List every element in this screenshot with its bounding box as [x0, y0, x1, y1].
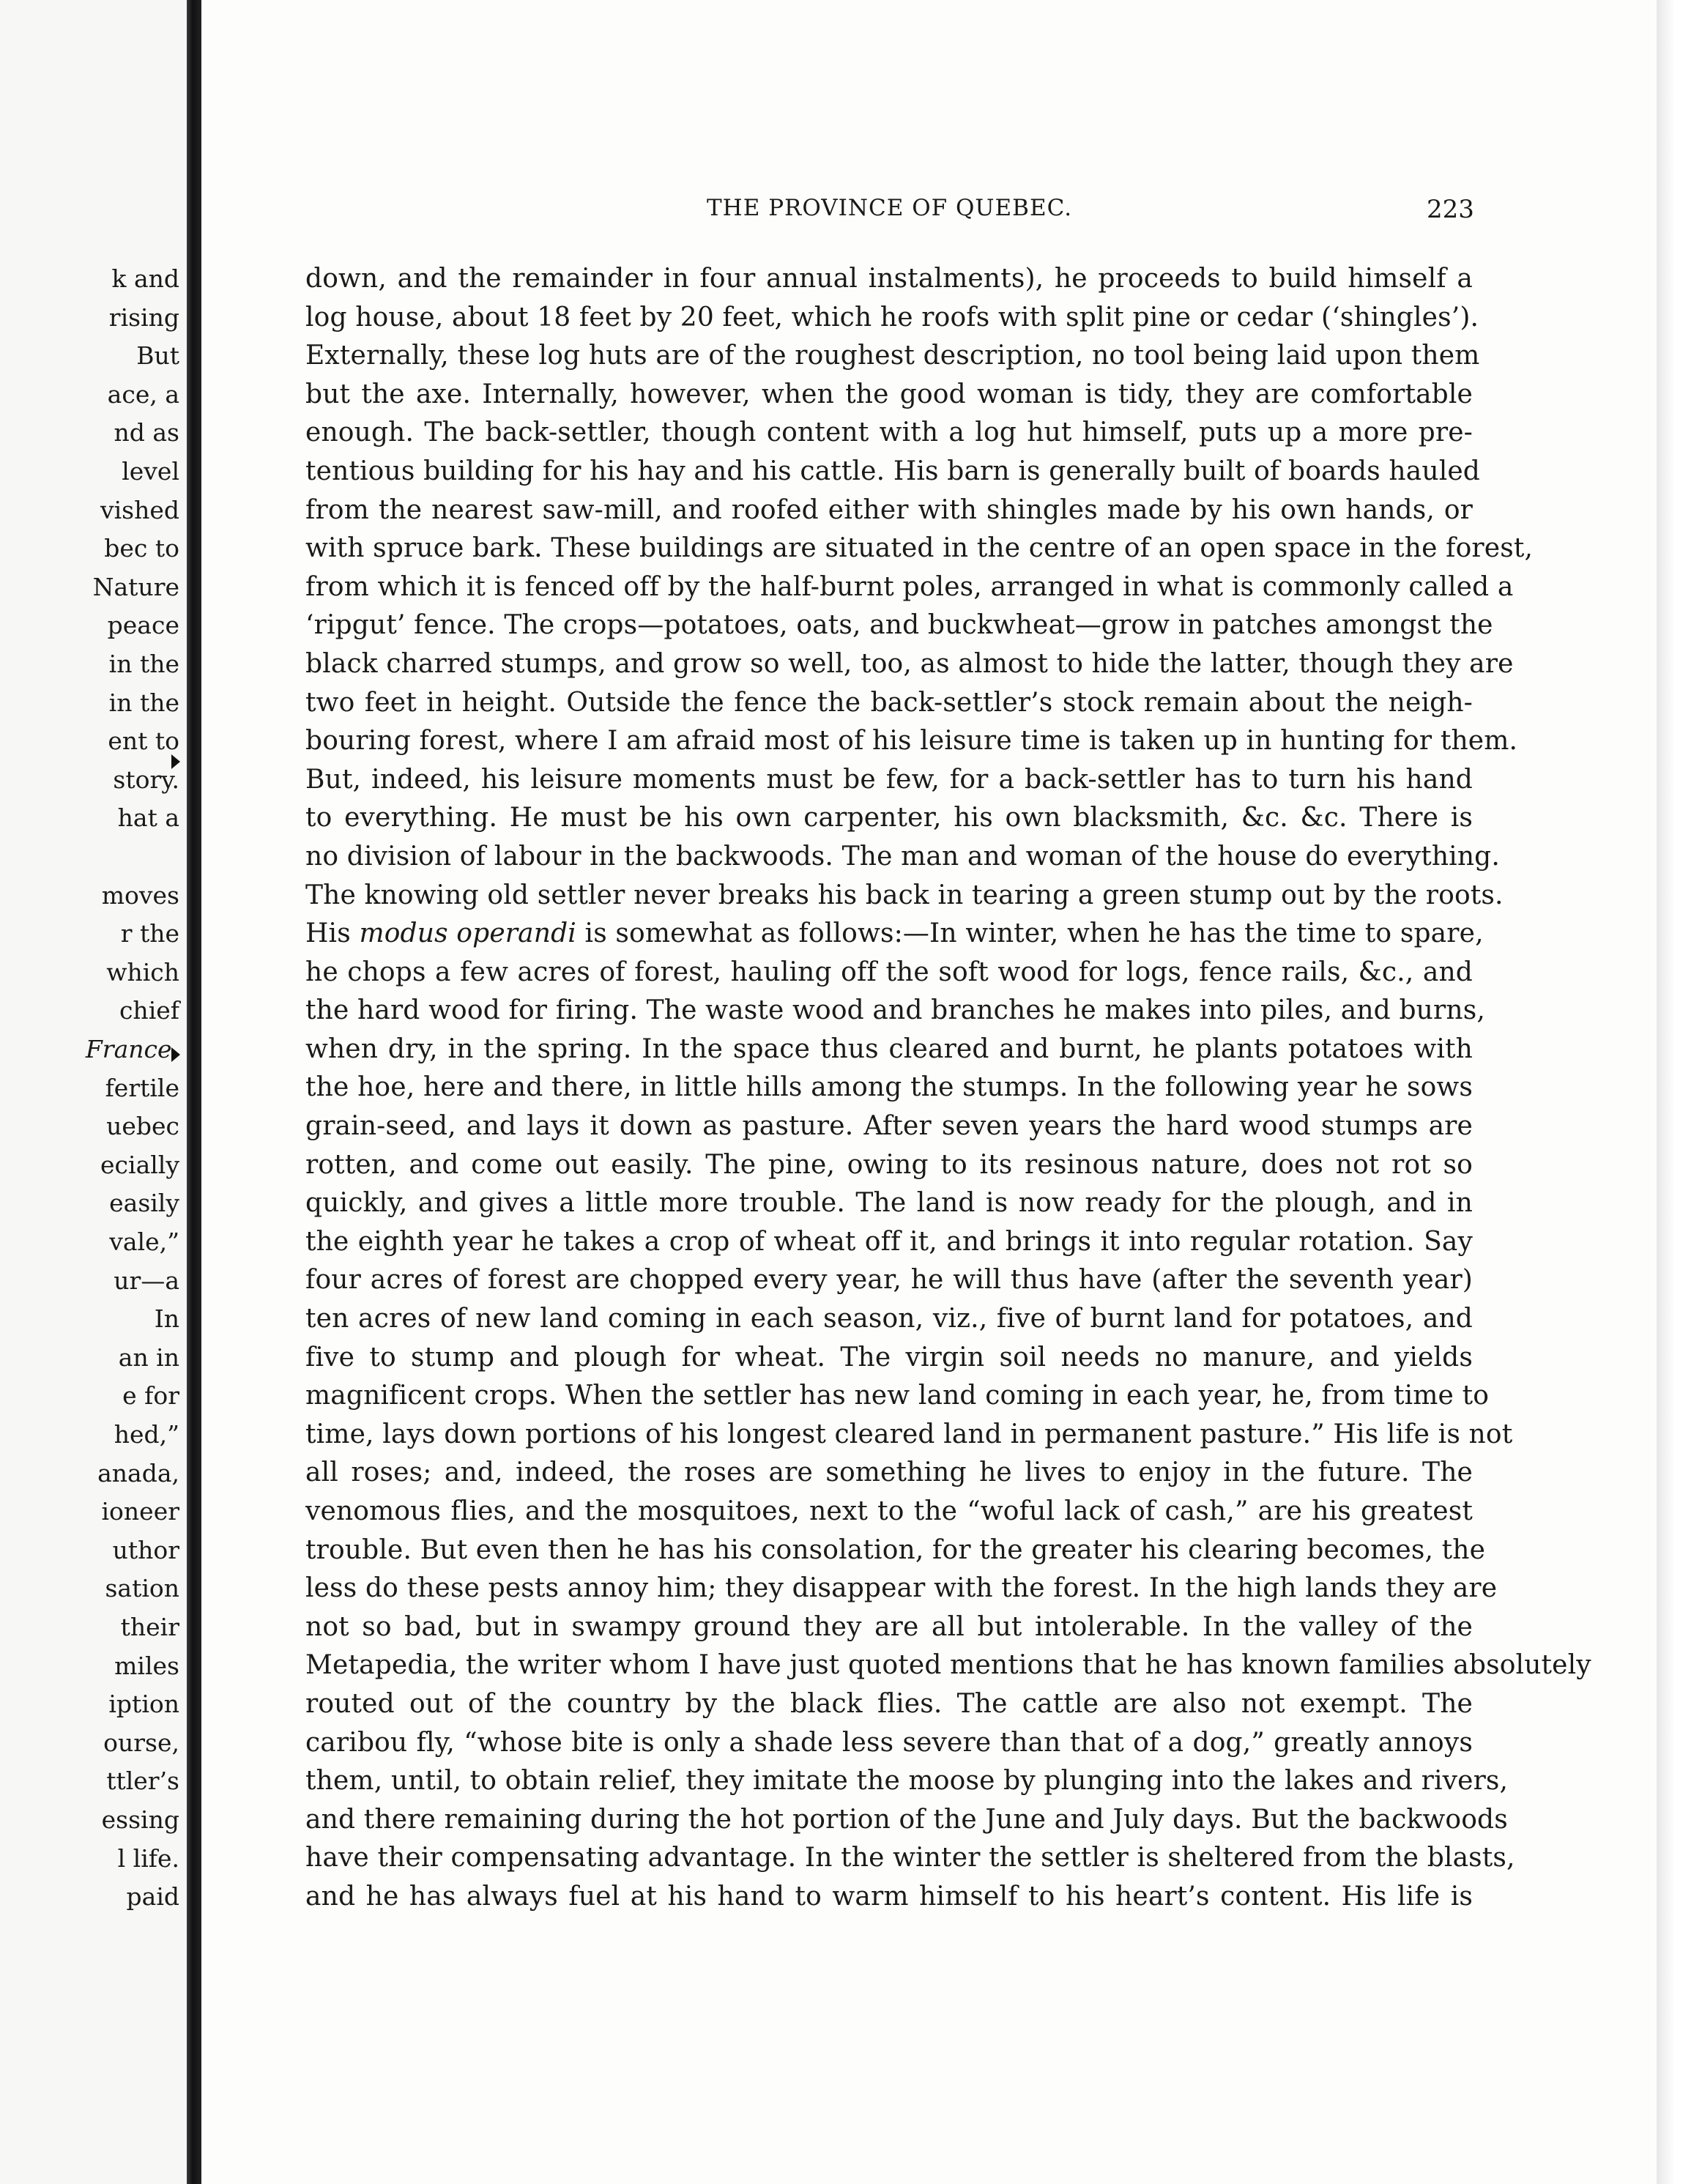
facing-page-line: k and: [111, 264, 179, 293]
text-line: The knowing old settler never breaks his back in tearing a green stump out by the roots.: [305, 880, 1504, 910]
text-line: the eighth year he takes a crop of wheat off it, and brings it into regular rotation. Say: [305, 1226, 1473, 1257]
facing-page-line: peace: [107, 611, 179, 640]
page-number: 223: [1427, 195, 1474, 224]
text-line: the hard wood for firing. The waste wood and branches he makes into piles, and burns,: [305, 995, 1485, 1026]
facing-page-line: rising: [108, 302, 179, 332]
text-line: rotten, and come out easily. The pine, owing to its resinous nature, does not rot so: [305, 1149, 1473, 1180]
facing-page-line: vale,”: [109, 1227, 179, 1256]
facing-page-line: hed,”: [114, 1420, 179, 1449]
facing-page-line: their: [120, 1613, 179, 1641]
text-line: from which it is fenced off by the half-burnt poles, arranged in what is commonly called a: [305, 571, 1514, 602]
facing-page-line: Nature: [92, 572, 179, 601]
text-line: quickly, and gives a little more trouble. The land is now ready for the plough, and in: [305, 1188, 1473, 1219]
facing-page-line: essing: [101, 1805, 179, 1834]
text-line: two feet in height. Outside the fence the back-settler’s stock remain about the neigh-: [305, 687, 1473, 718]
book-gutter: [187, 0, 201, 2184]
facing-page-line: ioneer: [101, 1497, 179, 1526]
text-line: down, and the remainder in four annual instalments), he proceeds to build himself a: [305, 264, 1473, 294]
text-line: when dry, in the spring. In the space thus cleared and burnt, he plants potatoes with: [305, 1033, 1473, 1064]
text-line: but the axe. Internally, however, when the good woman is tidy, they are comfortable: [305, 379, 1473, 409]
text-line: have their compensating advantage. In the winter the settler is sheltered from the blasts,: [305, 1843, 1515, 1873]
facing-page-line: story.: [113, 765, 179, 794]
text-line: Externally, these log huts are of the roughest description, no tool being laid upon them: [305, 341, 1480, 371]
facing-page-line: ace, a: [107, 379, 179, 409]
text-line: less do these pests annoy him; they disappear with the forest. In the high lands they are: [305, 1573, 1498, 1604]
facing-page-line: In: [154, 1304, 179, 1334]
facing-page-line: level: [122, 457, 179, 486]
text-line: five to stump and plough for wheat. The virgin soil needs no manure, and yields: [305, 1342, 1473, 1373]
facing-page-fragment: [0, 0, 187, 2184]
facing-page-line: in the: [108, 688, 179, 717]
facing-page-line: ent to: [108, 727, 179, 756]
facing-page-line: l life.: [117, 1843, 179, 1873]
text-line: grain-seed, and lays it down as pasture. After seven years the hard wood stumps are: [305, 1111, 1473, 1142]
facing-page-line: uthor: [112, 1535, 179, 1564]
facing-page-line: hat a: [117, 803, 179, 833]
facing-page-line: ecially: [100, 1150, 179, 1179]
facing-page-line: uebec: [106, 1112, 179, 1141]
running-head: THE PROVINCE OF QUEBEC.: [707, 195, 1073, 221]
text-line: with spruce bark. These buildings are situated in the centre of an open space in the forest,: [305, 533, 1534, 564]
text-line: caribou fly, “whose bite is only a shade less severe than that of a dog,” greatly annoys: [305, 1727, 1473, 1758]
facing-page-line: which: [106, 957, 179, 987]
facing-page-line: iption: [108, 1690, 179, 1719]
text-line: time, lays down portions of his longest cleared land in permanent pasture.” His life is not: [305, 1419, 1513, 1449]
text-line: ‘ripgut’ fence. The crops—potatoes, oats, and buckwheat—grow in patches amongst the: [305, 610, 1493, 641]
text-line: ten acres of new land coming in each season, viz., five of burnt land for potatoes, and: [305, 1304, 1473, 1334]
facing-page-line: moves: [101, 880, 179, 910]
facing-page-line: But: [136, 341, 179, 371]
facing-page-line: an in: [118, 1342, 179, 1372]
text-line: from the nearest saw-mill, and roofed either with shingles made by his own hands, or: [305, 494, 1473, 525]
text-line: magnificent crops. When the settler has new land coming in each year, he, from time to: [305, 1381, 1490, 1411]
text-line: tentious building for his hay and his cattle. His barn is generally built of boards hauled: [305, 456, 1481, 486]
text-line: four acres of forest are chopped every year, he will thus have (after the seventh year): [305, 1265, 1473, 1296]
facing-page-line: fertile: [105, 1073, 179, 1102]
text-line: them, until, to obtain relief, they imitate the moose by plunging into the lakes and rivers,: [305, 1766, 1509, 1797]
text-line: the hoe, here and there, in little hills among the stumps. In the following year he sows: [305, 1072, 1473, 1103]
text-line: not so bad, but in swampy ground they are all but intolerable. In the valley of the: [305, 1611, 1473, 1642]
facing-page-line: r the: [120, 919, 179, 948]
text-line: enough. The back-settler, though content with a log hut himself, puts up a more pre-: [305, 417, 1473, 448]
body-text: [305, 260, 1591, 1917]
text-line: bouring forest, where I am afraid most of his leisure time is taken up in hunting for them.: [305, 726, 1518, 757]
gutter-mark: [171, 1047, 180, 1062]
facing-page-line: ttler’s: [106, 1767, 179, 1796]
facing-page-line: miles: [114, 1651, 179, 1680]
text-line: log house, about 18 feet by 20 feet, which he roofs with split pine or cedar (‘shingles’).: [305, 302, 1479, 333]
text-line: and there remaining during the hot portion of the June and July days. But the backwoods: [305, 1804, 1508, 1835]
facing-page-line: anada,: [97, 1458, 179, 1487]
page-edge: [1657, 0, 1702, 2184]
facing-page-line: paid: [126, 1882, 179, 1912]
facing-page-line: chief: [119, 996, 179, 1025]
facing-page-line: nd as: [114, 418, 179, 447]
facing-page-line: France.: [85, 1035, 179, 1063]
text-line: His modus operandi is somewhat as follows:—In winter, when he has the time to spare,: [305, 918, 1484, 949]
text-line: Metapedia, the writer whom I have just quoted mentions that he has known families absolutely: [305, 1650, 1591, 1681]
text-line: to everything. He must be his own carpenter, his own blacksmith, &c. &c. There is: [305, 803, 1473, 833]
text-line: black charred stumps, and grow so well, too, as almost to hide the latter, though they are: [305, 648, 1514, 679]
text-line: venomous flies, and the mosquitoes, next to the “woful lack of cash,” are his greatest: [305, 1496, 1473, 1526]
text-line: trouble. But even then he has his consolation, for the greater his clearing becomes, the: [305, 1534, 1486, 1565]
facing-page-line: in the: [108, 650, 179, 678]
text-line: he chops a few acres of forest, hauling off the soft wood for logs, fence rails, &c., and: [305, 957, 1473, 987]
facing-page-line: easily: [109, 1189, 179, 1218]
facing-page-line: vished: [100, 495, 179, 524]
text-line: no division of labour in the backwoods. The man and woman of the house do everything.: [305, 841, 1500, 872]
facing-page-line: bec to: [104, 534, 179, 563]
text-line: and he has always fuel at his hand to warm himself to his heart’s content. His life is: [305, 1881, 1473, 1912]
gutter-mark: [171, 754, 180, 769]
text-line: But, indeed, his leisure moments must be few, for a back-settler has to turn his hand: [305, 764, 1473, 795]
text-line: all roses; and, indeed, the roses are something he lives to enjoy in the future. The: [305, 1457, 1473, 1488]
facing-page-line: e for: [122, 1381, 179, 1411]
facing-page-line: ur—a: [114, 1266, 179, 1295]
facing-page-line: sation: [105, 1574, 179, 1603]
facing-page-line: ourse,: [103, 1728, 179, 1757]
text-line: routed out of the country by the black flies. The cattle are also not exempt. The: [305, 1688, 1473, 1719]
